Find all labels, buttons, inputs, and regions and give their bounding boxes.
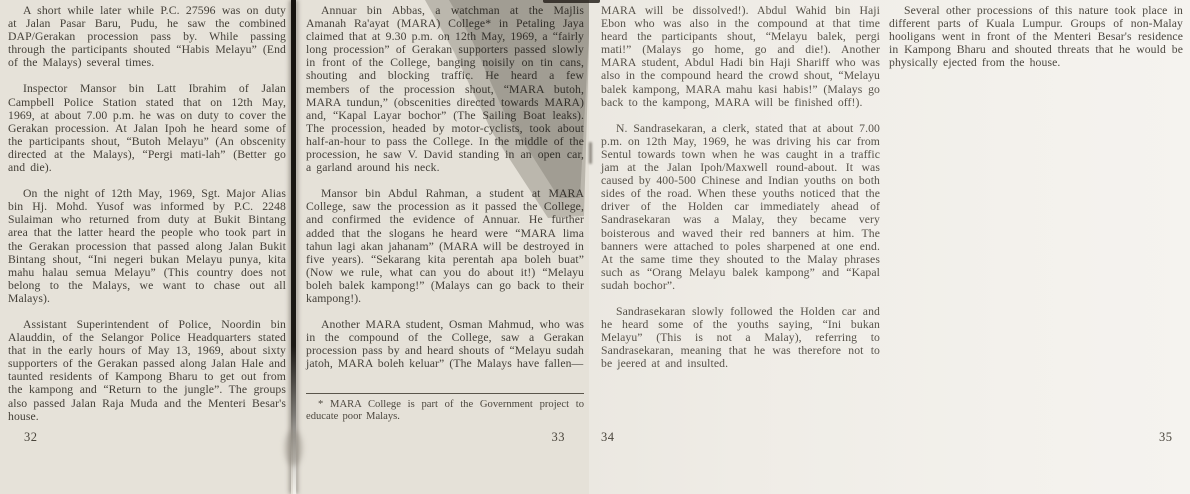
paragraph: Assistant Superintendent of Police, Noordin bin Alauddin, of the Selangor Police Headquarters stated that in the early hours of May 13, 1969, about sixty supporters of the Gerakan passed along Jalan Hale and taunted residents of Kampong Bharu to get out from the kampong and “Return to the jungle”. The groups also passed Jalan Raja Muda and the Menteri Besar's house. (8, 317, 286, 423)
page-number-35: 35 (1159, 430, 1173, 444)
footnote: * MARA College is part of the Government project to educate poor Malays. (306, 399, 584, 423)
footnote-rule (306, 393, 584, 394)
paragraph: Annuar bin Abbas, a watchman at the Majlis Amanah Ra'ayat (MARA) College* in Petaling Jaya claimed that at 9.30 p.m. on 12th May, 1969, a “fairly long procession” of Gerakan supporters passed slowly in front of the College, banging noisily on tin cans, shouting and blocking traffic. He heard a few members of the procession shout, “MARA butoh, MARA tundun,” (obscenities directed towards MARA) and, “Kapal Layar bochor” (The Sailing Boat leaks). The procession, headed by motor-cyclists, took about half-an-hour to pass the College. In the middle of the procession, he saw V. David standing in an open car, a garland around his neck. (306, 4, 584, 175)
paragraph: Mansor bin Abdul Rahman, a student at MARA College, saw the procession as it passed the College, and confirmed the evidence of Annuar. He further added that the slogans he heard were “MARA lima tahun lagi akan jahanam” (MARA will be destroyed in five years). “Sekarang kita perentah apa boleh buat” (Now we rule, what can you do about it!) “Melayu boleh balek kampong!” (Malays can go back to their kampong!). (306, 187, 584, 305)
book-gutter-shadow (291, 0, 296, 494)
scan-edge-mark (543, 0, 600, 3)
paragraph: Another MARA student, Osman Mahmud, who was in the compound of the College, saw a Gerakan procession pass by and heard shouts of “Melayu sudah jatoh, MARA boleh keluar” (The Malays have fallen— (306, 318, 584, 371)
paragraph: N. Sandrasekaran, a clerk, stated that at about 7.00 p.m. on 12th May, 1969, he was driving his car from Sentul towards town when he was caught in a traffic jam at the Jalan Ipoh/Maxwell round-about. It was caused by 400-500 Chinese and Indian youths on both sides of the road. When these youths noticed that the driver of the Holden car immediately ahead of Sandrasekaran was a Malay, they became very boisterous and waved their red banners at him. The banners were attached to poles sharpened at one end. At the same time they shouted to the Malay phrases such as “Orang Melayu balek kampong” and “Kapal sudah bochor”. (601, 121, 880, 292)
page-33-text-column (306, 4, 584, 370)
paragraph: A short while later while P.C. 27596 was on duty at Jalan Pasar Baru, Pudu, he saw the combined DAP/Gerakan procession pass by. While passing through the participants shouted “Habis Melayu” (End of the Malays) several times. (8, 4, 286, 70)
page-32-text-column (8, 4, 286, 423)
page-number-33: 33 (551, 430, 565, 444)
page-33 (297, 0, 589, 494)
paragraph: Inspector Mansor bin Latt Ibrahim of Jalan Campbell Police Station stated that on 12th May, 1969, at about 7.00 p.m. he was on duty to cover the Gerakan procession. At Jalan Ipoh he heard some of the participants shout, “Butoh Melayu” (An obscenity directed at the Malays), “Pergi mati-lah” (Better go and die). (8, 82, 286, 175)
page-34-text-column (601, 4, 880, 370)
paragraph: MARA will be dissolved!). Abdul Wahid bin Haji Ebon who was also in the compound at that time heard the participants shout, “Melayu balek, pergi mati!” (Malays go home, go and die!). Another MARA student, Abdul Hadi bin Haji Shariff who was also in the compound heard the crowd shout, “Melayu balek kampong, MARA mahu kasi habis!” (Malays go back to the kampong, MARA will be finished off!). (601, 4, 880, 109)
page-35-text-column (889, 4, 1183, 69)
paragraph: On the night of 12th May, 1969, Sgt. Major Alias bin Hj. Mohd. Yusof was informed by P.C. 2248 Sulaiman who returned from duty at Bukit Bintang area that the latter heard the people who took part in the Gerakan procession that passed along Jalan Bukit Bintang shout, “Ini negeri bukan Melayu punya, kita mahu halau semua Melayu” (This country does not belong to the Malays, we want to chase out all Malays). (8, 187, 286, 305)
page-number-34: 34 (601, 430, 615, 444)
pages-34-35-spread (589, 0, 1190, 494)
scan-edge-mark (589, 142, 592, 164)
page-number-32: 32 (24, 430, 38, 444)
paragraph: Several other processions of this nature took place in different parts of Kuala Lumpur. Groups of non-Malay hooligans went in front of the Menteri Besar's residence in Kampong Bharu and shouted threats that he would be physically ejected from the house. (889, 4, 1183, 70)
scan-smudge (285, 430, 302, 466)
paragraph: Sandrasekaran slowly followed the Holden car and he heard some of the youths saying, “Ini bukan Melayu” (This is not a Malay), referring to Sandrasekaran, meaning that he was therefore not to be jeered at and insulted. (601, 304, 880, 371)
page-32 (0, 0, 293, 494)
